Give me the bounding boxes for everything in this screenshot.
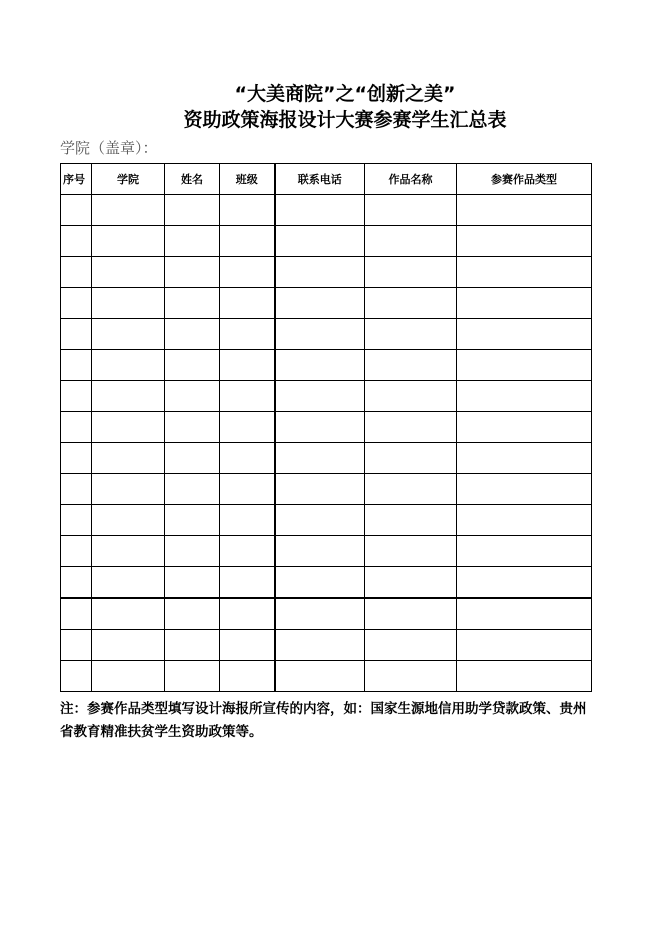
table-cell-college[interactable] <box>92 536 165 567</box>
table-row <box>61 474 592 505</box>
table-cell-work-type[interactable] <box>457 257 592 288</box>
header-name: 姓名 <box>165 164 220 195</box>
header-work-type: 参赛作品类型 <box>457 164 592 195</box>
table-cell-name[interactable] <box>165 412 220 443</box>
table-cell-class[interactable] <box>220 319 275 350</box>
table-cell-college[interactable] <box>92 226 165 257</box>
table-row <box>61 412 592 443</box>
table-cell-college[interactable] <box>92 661 165 692</box>
table-cell-work-title[interactable] <box>365 257 457 288</box>
table-cell-work-type[interactable] <box>457 288 592 319</box>
table-cell-phone[interactable] <box>275 350 365 381</box>
table-cell-name[interactable] <box>165 567 220 599</box>
table-cell-work-type[interactable] <box>457 630 592 661</box>
table-row <box>61 630 592 661</box>
table-cell-class[interactable] <box>220 598 275 630</box>
table-cell-class[interactable] <box>220 381 275 412</box>
table-row <box>61 319 592 350</box>
table-cell-seq[interactable] <box>61 412 92 443</box>
table-cell-name[interactable] <box>165 226 220 257</box>
table-header-row <box>61 164 592 195</box>
footnote: 注：参赛作品类型填写设计海报所宣传的内容，如：国家生源地信用助学贷款政策、贵州省教育精准扶贫学生资助政策等。 <box>60 701 587 740</box>
table-row <box>61 350 592 381</box>
table-cell-phone[interactable] <box>275 474 365 505</box>
table-cell-seq[interactable] <box>61 381 92 412</box>
table-cell-phone[interactable] <box>275 226 365 257</box>
table-cell-work-title[interactable] <box>365 505 457 536</box>
table-cell-work-type[interactable] <box>457 474 592 505</box>
table-cell-phone[interactable] <box>275 195 365 226</box>
header-seq: 序号 <box>61 164 92 195</box>
table-cell-phone[interactable] <box>275 443 365 474</box>
table-row <box>61 381 592 412</box>
table-cell-phone[interactable] <box>275 288 365 319</box>
table-cell-college[interactable] <box>92 567 165 599</box>
table-cell-college[interactable] <box>92 474 165 505</box>
table-cell-seq[interactable] <box>61 350 92 381</box>
table-cell-phone[interactable] <box>275 381 365 412</box>
table-cell-college[interactable] <box>92 195 165 226</box>
table-cell-college[interactable] <box>92 350 165 381</box>
table-cell-class[interactable] <box>220 288 275 319</box>
table-cell-phone[interactable] <box>275 661 365 692</box>
table-cell-seq[interactable] <box>61 505 92 536</box>
table-cell-work-title[interactable] <box>365 381 457 412</box>
table-cell-name[interactable] <box>165 443 220 474</box>
participant-summary-table <box>60 163 592 692</box>
header-phone: 联系电话 <box>275 164 365 195</box>
table-cell-college[interactable] <box>92 381 165 412</box>
table-cell-class[interactable] <box>220 567 275 599</box>
table-cell-class[interactable] <box>220 630 275 661</box>
table-row <box>61 567 592 599</box>
table-cell-work-type[interactable] <box>457 567 592 599</box>
table-cell-phone[interactable] <box>275 319 365 350</box>
table-cell-college[interactable] <box>92 598 165 630</box>
table-cell-work-type[interactable] <box>457 598 592 630</box>
table-cell-work-title[interactable] <box>365 536 457 567</box>
header-work-title: 作品名称 <box>365 164 457 195</box>
table-row <box>61 257 592 288</box>
title-line-1: “大美商院”之“创新之美” <box>234 83 456 105</box>
title-line-2: 资助政策海报设计大赛参赛学生汇总表 <box>183 109 507 131</box>
table-cell-work-title[interactable] <box>365 319 457 350</box>
table-cell-work-type[interactable] <box>457 505 592 536</box>
table-cell-work-type[interactable] <box>457 443 592 474</box>
table-cell-name[interactable] <box>165 474 220 505</box>
table-cell-phone[interactable] <box>275 257 365 288</box>
table-cell-work-title[interactable] <box>365 661 457 692</box>
table-row <box>61 536 592 567</box>
table-row <box>61 226 592 257</box>
table-cell-phone[interactable] <box>275 630 365 661</box>
table-cell-seq[interactable] <box>61 226 92 257</box>
table-cell-phone[interactable] <box>275 567 365 599</box>
table-row <box>61 661 592 692</box>
table-cell-work-title[interactable] <box>365 350 457 381</box>
table-cell-seq[interactable] <box>61 630 92 661</box>
table-cell-class[interactable] <box>220 443 275 474</box>
table-cell-work-type[interactable] <box>457 319 592 350</box>
table-cell-seq[interactable] <box>61 567 92 599</box>
table-cell-college[interactable] <box>92 443 165 474</box>
table-cell-work-type[interactable] <box>457 195 592 226</box>
table-cell-work-title[interactable] <box>365 567 457 599</box>
table-cell-work-type[interactable] <box>457 536 592 567</box>
table-body <box>61 195 592 692</box>
table-cell-college[interactable] <box>92 505 165 536</box>
table-cell-seq[interactable] <box>61 319 92 350</box>
table-cell-college[interactable] <box>92 630 165 661</box>
table-cell-name[interactable] <box>165 536 220 567</box>
table-cell-seq[interactable] <box>61 443 92 474</box>
table-cell-seq[interactable] <box>61 661 92 692</box>
table-cell-work-type[interactable] <box>457 226 592 257</box>
header-college: 学院 <box>92 164 165 195</box>
table-cell-work-title[interactable] <box>365 443 457 474</box>
table-cell-name[interactable] <box>165 195 220 226</box>
table-cell-college[interactable] <box>92 257 165 288</box>
table-cell-work-title[interactable] <box>365 474 457 505</box>
table-cell-name[interactable] <box>165 598 220 630</box>
table-cell-class[interactable] <box>220 474 275 505</box>
table-cell-name[interactable] <box>165 288 220 319</box>
table-cell-work-title[interactable] <box>365 226 457 257</box>
table-cell-college[interactable] <box>92 288 165 319</box>
table-row <box>61 195 592 226</box>
table-cell-seq[interactable] <box>61 288 92 319</box>
table-cell-name[interactable] <box>165 505 220 536</box>
table-cell-college[interactable] <box>92 412 165 443</box>
table-row <box>61 443 592 474</box>
header-class: 班级 <box>220 164 275 195</box>
table-cell-work-type[interactable] <box>457 661 592 692</box>
table-cell-phone[interactable] <box>275 412 365 443</box>
table-cell-work-title[interactable] <box>365 288 457 319</box>
table-cell-work-title[interactable] <box>365 195 457 226</box>
table-row <box>61 505 592 536</box>
table-cell-work-type[interactable] <box>457 350 592 381</box>
table-cell-seq[interactable] <box>61 536 92 567</box>
table-cell-name[interactable] <box>165 257 220 288</box>
table-cell-class[interactable] <box>220 226 275 257</box>
table-cell-phone[interactable] <box>275 598 365 630</box>
table-cell-class[interactable] <box>220 195 275 226</box>
table-cell-class[interactable] <box>220 350 275 381</box>
table-cell-class[interactable] <box>220 505 275 536</box>
table-cell-name[interactable] <box>165 661 220 692</box>
table-cell-work-type[interactable] <box>457 381 592 412</box>
table-cell-seq[interactable] <box>61 195 92 226</box>
table-cell-class[interactable] <box>220 257 275 288</box>
table-cell-phone[interactable] <box>275 536 365 567</box>
table-cell-class[interactable] <box>220 536 275 567</box>
table-cell-work-title[interactable] <box>365 412 457 443</box>
table-cell-work-title[interactable] <box>365 630 457 661</box>
table-cell-seq[interactable] <box>61 474 92 505</box>
table-cell-name[interactable] <box>165 381 220 412</box>
table-cell-class[interactable] <box>220 412 275 443</box>
table-cell-college[interactable] <box>92 319 165 350</box>
table-cell-name[interactable] <box>165 350 220 381</box>
table-cell-name[interactable] <box>165 630 220 661</box>
table-cell-seq[interactable] <box>61 257 92 288</box>
table-cell-name[interactable] <box>165 319 220 350</box>
table-cell-work-title[interactable] <box>365 598 457 630</box>
table-cell-phone[interactable] <box>275 505 365 536</box>
table-cell-class[interactable] <box>220 661 275 692</box>
table-cell-work-type[interactable] <box>457 412 592 443</box>
table-row <box>61 598 592 630</box>
college-stamp-label: 学院（盖章）： <box>60 139 158 157</box>
table-row <box>61 288 592 319</box>
table-cell-seq[interactable] <box>61 598 92 630</box>
